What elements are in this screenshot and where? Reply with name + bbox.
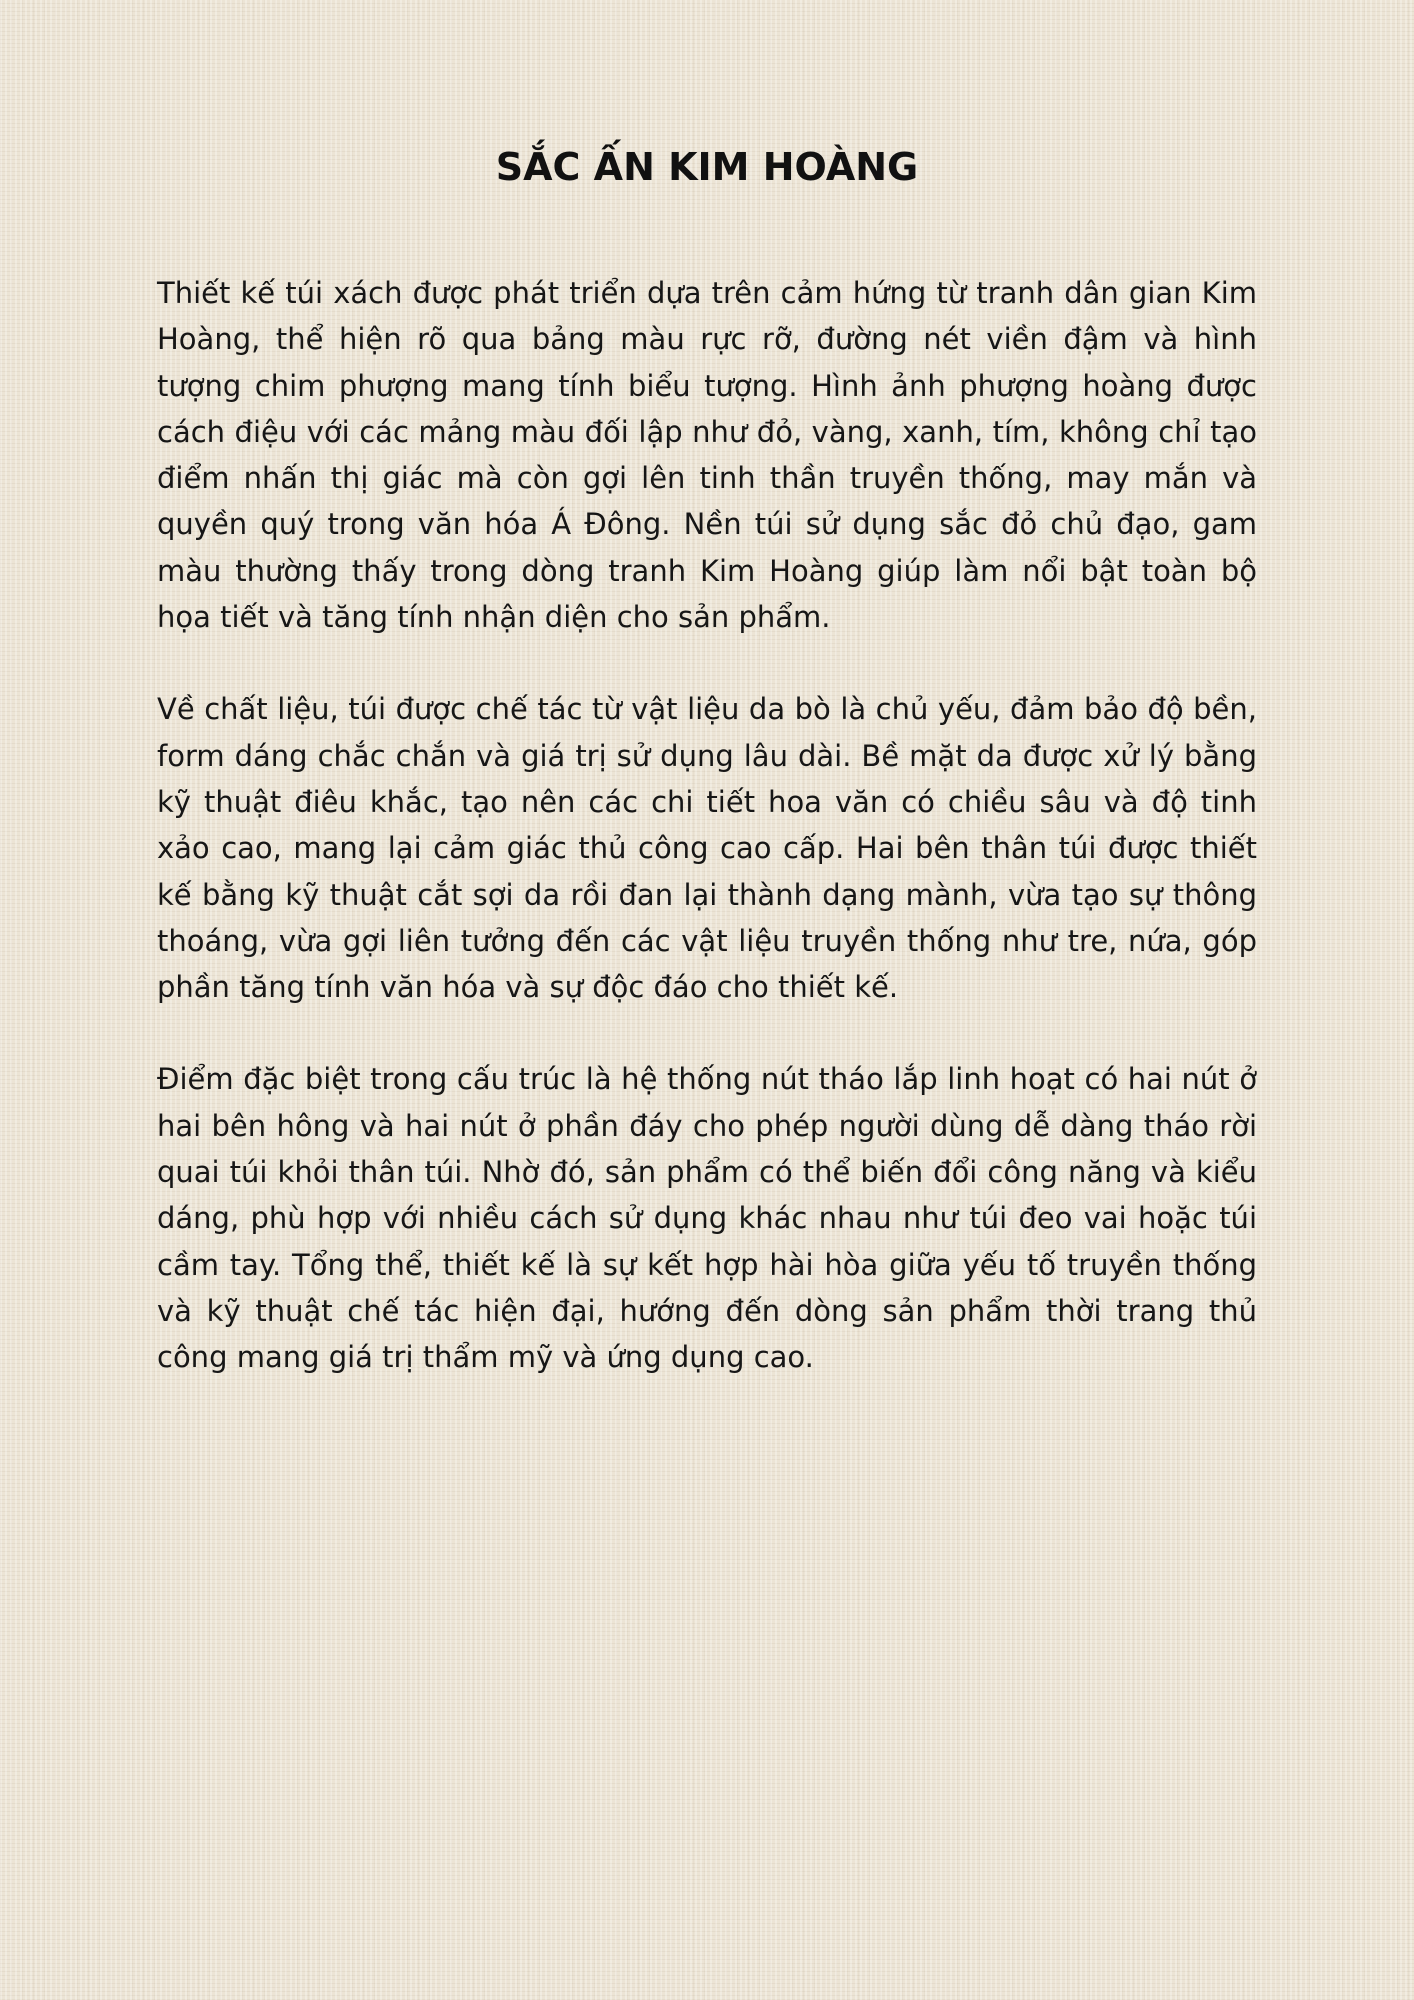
document-title: SẮC ẤN KIM HOÀNG [495,145,919,189]
paragraph-structure: Điểm đặc biệt trong cấu trúc là hệ thống nút tháo lắp linh hoạt có hai nút ở hai bên hông và hai nút ở phần đáy cho phép người dùng dễ dàng tháo rời quai túi khỏi thân túi. Nhờ đó, sản phẩm có thể biến đổi công năng và kiểu dáng, phù hợp với nhiều cách sử dụng khác nhau như túi đeo vai hoặc túi cầm tay. Tổng thể, thiết kế là sự kết hợp hài hòa giữa yếu tố truyền thống và kỹ thuật chế tác hiện đại, hướng đến dòng sản phẩm thời trang thủ công mang giá trị thẩm mỹ và ứng dụng cao. [157,1062,1257,1375]
document-page [157,140,1257,1427]
paragraph-design-inspiration: Thiết kế túi xách được phát triển dựa trên cảm hứng từ tranh dân gian Kim Hoàng, thể hiện rõ qua bảng màu rực rỡ, đường nét viền đậm và hình tượng chim phượng mang tính biểu tượng. Hình ảnh phượng hoàng được cách điệu với các mảng màu đối lập như đỏ, vàng, xanh, tím, không chỉ tạo điểm nhấn thị giác mà còn gợi lên tinh thần truyền thống, may mắn và quyền quý trong văn hóa Á Đông. Nền túi sử dụng sắc đỏ chủ đạo, gam màu thường thấy trong dòng tranh Kim Hoàng giúp làm nổi bật toàn bộ họa tiết và tăng tính nhận diện cho sản phẩm. [157,276,1257,635]
paragraph-materials: Về chất liệu, túi được chế tác từ vật liệu da bò là chủ yếu, đảm bảo độ bền, form dáng chắc chắn và giá trị sử dụng lâu dài. Bề mặt da được xử lý bằng kỹ thuật điêu khắc, tạo nên các chi tiết hoa văn có chiều sâu và độ tinh xảo cao, mang lại cảm giác thủ công cao cấp. Hai bên thân túi được thiết kế bằng kỹ thuật cắt sợi da rồi đan lại thành dạng mành, vừa tạo sự thông thoáng, vừa gợi liên tưởng đến các vật liệu truyền thống như tre, nứa, góp phần tăng tính văn hóa và sự độc đáo cho thiết kế. [157,692,1257,1005]
